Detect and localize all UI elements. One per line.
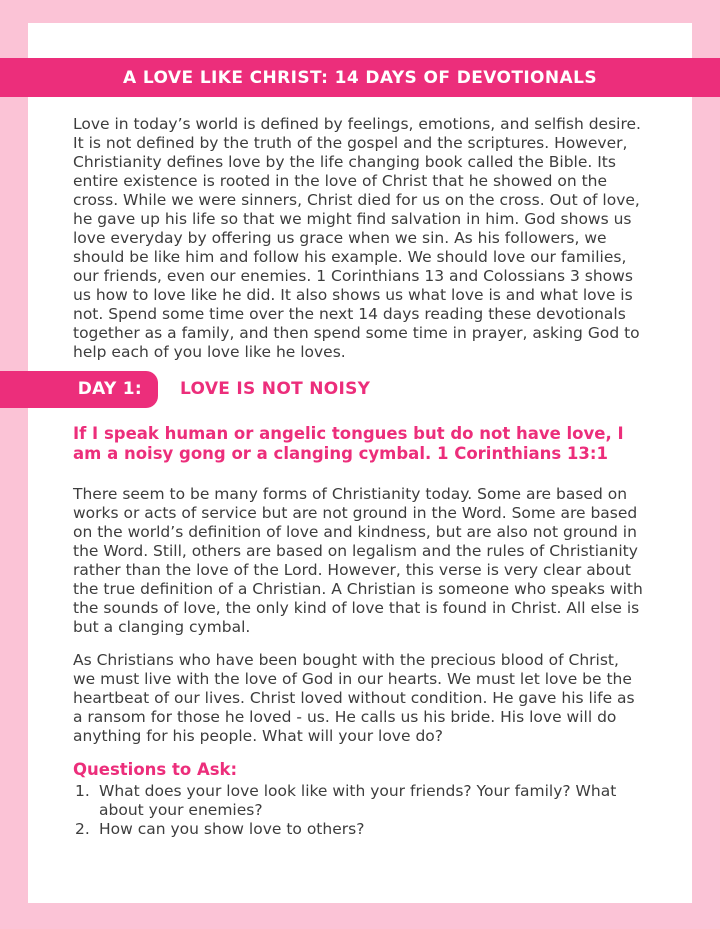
body-paragraph: As Christians who have been bought with the precious blood of Christ, we must live with the love of God in our hearts. We must let love be the heartbeat of our lives. Christ loved without condition. He gave his life as a ransom for those he loved - us. He calls us his bride. His love will do anything for his people. What will your love do?: [73, 651, 635, 745]
intro-paragraph: Love in today’s world is defined by feelings, emotions, and selfish desire. It is not defined by the truth of the gospel and the scriptures. However, Christianity defines love by the life changing book called the Bible. Its entire existence is rooted in the love of Christ that he showed on the cross. While we were sinners, Christ died for us on the cross. Out of love, he gave up his life so that we might find salvation in him. God shows us love everyday by offering us grace when we sin. As his followers, we should be like him and follow his example. We should love our families, our friends, even our enemies. 1 Corinthians 13 and Colossians 3 shows us how to love like he did. It also shows us what love is and what love is not. Spend some time over the next 14 days reading these devotionals together as a family, and then spend some time in prayer, asking God to help each of you love like he loves.: [73, 115, 641, 361]
body-paragraph: There seem to be many forms of Christianity today. Some are based on works or acts of service but are not ground in the Word. Some are based on the world’s definition of love and kindness, but are also not ground in the Word. Still, others are based on legalism and the rules of Christianity rather than the love of the Lord. However, this verse is very clear about the true definition of a Christian. A Christian is someone who speaks with the sounds of love, the only kind of love that is found in Christ. All else is but a clanging cymbal.: [73, 485, 643, 636]
page-content: [73, 23, 645, 839]
day-badge-label: DAY 1:: [77, 379, 142, 399]
banner-title: A LOVE LIKE CHRIST: 14 DAYS OF DEVOTIONALS: [123, 67, 597, 88]
questions-list: [73, 782, 645, 839]
day-title: LOVE IS NOT NOISY: [180, 379, 371, 399]
questions-heading: Questions to Ask:: [73, 760, 238, 779]
scripture-quote: If I speak human or angelic tongues but do not have love, I am a noisy gong or a clanging cymbal. 1 Corinthians 13:1: [73, 424, 624, 463]
question-item: How can you show love to others?: [99, 820, 365, 838]
content-sheet: [28, 23, 692, 903]
question-item: What does your love look like with your friends? Your family? What about your enemies?: [99, 782, 617, 819]
title-banner: [0, 58, 720, 97]
day-header: [0, 371, 645, 408]
day-badge: [0, 371, 158, 408]
